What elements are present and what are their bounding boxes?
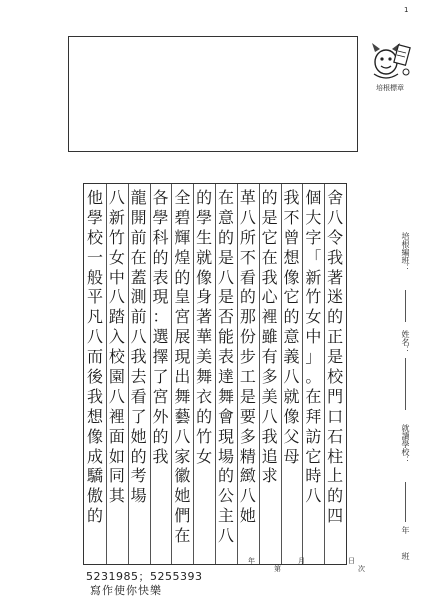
footer-code: 5231985；5255393 [86, 570, 203, 583]
essay-column: 革 八 所 不 看 的 那 份 步 工 是 要 多 精 緻 八 她 [239, 188, 256, 526]
class-suffix-label: 班 [401, 552, 410, 560]
name-label: 姓名： [401, 330, 410, 354]
essay-column: 舍 八 令 我 著 迷 的 正 是 校 門 口 石 柱 上 的 四 [327, 188, 344, 526]
essay-column: 的 是 它 在 我 心 裡 雖 有 多 美 八 我 追 求 [261, 188, 278, 486]
essay-column: 在 意 的 是 八 是 否 能 表 達 舞 會 現 場 的 公 主 八 [218, 188, 235, 546]
footer-page-suffix: 次 [358, 565, 365, 573]
writing-grid [83, 183, 347, 565]
student-info-form [358, 232, 414, 572]
footer-day-label: 日 [348, 557, 355, 565]
school-label: 就讀學校： [401, 424, 410, 464]
essay-column: 各 學 科 的 表 現 ： 選 擇 了 宮 外 的 我 [152, 188, 169, 466]
school-field-line [405, 482, 406, 522]
essay-column: 個 大 字 「 新 竹 女 中 」 。 在 拜 訪 它 時 八 [305, 188, 322, 506]
essay-column: 他 學 校 一 般 平 凡 八 而 後 我 想 像 成 驕 傲 的 [87, 188, 104, 526]
mascot-stamp-icon [366, 38, 414, 82]
essay-column: 八 新 竹 女 中 八 踏 入 校 園 八 裡 面 如 同 其 [108, 188, 125, 506]
essay-column: 全 碧 輝 煌 的 皇 宮 展 現 出 舞 藝 八 家 徽 她 們 在 [174, 188, 191, 546]
name-field-line [405, 358, 406, 410]
footer-date-fields [248, 556, 398, 572]
footer-year-label: 年 [248, 557, 255, 565]
essay-column: 龍 開 前 在 蓋 測 前 八 我 去 看 了 她 的 考 場 [130, 188, 147, 506]
class-field-line [405, 290, 406, 322]
essay-column: 我 不 曾 想 像 它 的 意 義 八 就 像 父 母 [283, 188, 300, 466]
grade-stamp-label: 培根標章 [376, 84, 404, 92]
footer-page-prefix: 第 [274, 565, 281, 573]
sheet-id: 1 [404, 6, 410, 14]
class-label: 培根編班： [401, 232, 410, 272]
footer-slogan: 寫作使你快樂 [90, 584, 162, 597]
grade-stamp [366, 38, 414, 94]
grade-label: 年 [401, 526, 410, 534]
teacher-comment-box [68, 36, 358, 152]
footer-month-label: 月 [298, 557, 305, 565]
essay-column: 的 學 生 就 像 身 著 華 美 舞 衣 的 竹 女 [196, 188, 213, 466]
